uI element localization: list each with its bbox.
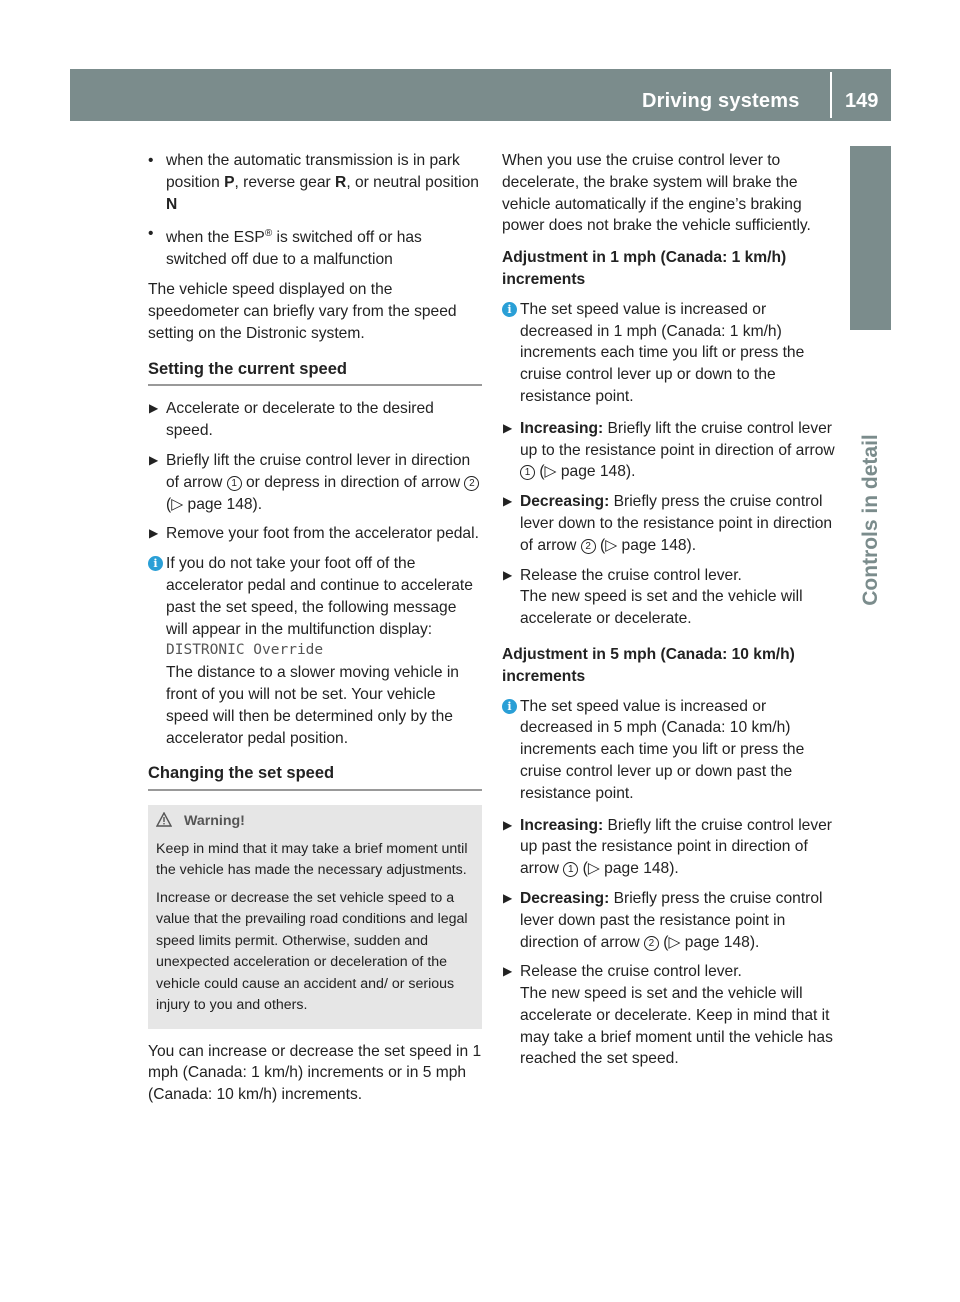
section-heading: Changing the set speed (148, 763, 482, 791)
warning-text: Keep in mind that it may take a brief moment until the vehicle has made the necessary adjustments. (156, 840, 468, 879)
header-divider (830, 72, 832, 118)
step-item: ▶ Decreasing: Briefly press the cruise control lever down to the resistance point in direction of arrow 2 (▷ page 148). (503, 493, 833, 554)
step-arrow-icon: ▶ (149, 526, 159, 541)
step-item: ▶ Remove your foot from the accelerator pedal. (148, 523, 482, 545)
step-item: ▶ Increasing: Briefly lift the cruise control lever up past the resistance point in direction of arrow 1 (▷ page 148). (503, 816, 832, 878)
step-arrow-icon: ▶ (149, 401, 159, 416)
info-icon: i (502, 699, 517, 714)
step-arrow-icon: ▶ (503, 817, 513, 832)
arrow-number-2: 2 (464, 476, 479, 491)
subheading: Adjustment in 1 mph (Canada: 1 km/h) increments (502, 249, 787, 288)
warning-box (148, 805, 482, 1029)
step-item: ▶ Accelerate or decelerate to the desired speed. (149, 400, 434, 440)
step-arrow-icon: ▶ (503, 494, 513, 509)
step-arrow-icon: ▶ (149, 452, 159, 467)
info-icon: i (148, 556, 163, 571)
step-arrow-icon: ▶ (503, 964, 513, 979)
step-item: ▶ Release the cruise control lever. The new speed is set and the vehicle will accelerate or decelerate. Keep in mind that it may take a brief moment until the vehicle has reached the set speed. (503, 963, 833, 1068)
warning-triangle-icon (156, 812, 172, 827)
left-column (148, 150, 482, 1116)
list-item: • when the automatic transmission is in park position P, reverse gear R, or neutral position N (148, 152, 479, 213)
warning-text: Increase or decrease the set vehicle speed to a value that the prevailing road conditions and legal speed limits permit. Otherwise, sudden and unexpected acceleration or deceleration of the vehicle could cause an accident and/ or serious injury to you and others. (156, 889, 468, 1014)
list-item: • when the ESP® is switched off or has switched off due to a malfunction (148, 225, 422, 269)
info-note: i If you do not take your foot off of the accelerator pedal and continue to accelerate past the set speed, the following message will appear in the multifunction display: DISTRONIC Override The distance to a slower moving vehicle in front of you will not be set. Your vehicle speed will then be determined only by the accelerator pedal position. (148, 553, 482, 749)
info-note: i The set speed value is increased or decreased in 5 mph (Canada: 10 km/h) increments each time you lift or press the cruise control lever up or down past the resistance point. (502, 696, 836, 805)
subheading: Adjustment in 5 mph (Canada: 10 km/h) increments (502, 645, 795, 685)
arrow-number-1: 1 (520, 465, 535, 480)
bullet-icon: • (148, 225, 154, 243)
info-icon: i (502, 302, 517, 317)
info-note: i The set speed value is increased or decreased in 1 mph (Canada: 1 km/h) increments each time you lift or press the cruise control lever up or down to the resistance point. (502, 299, 836, 408)
step-arrow-icon: ▶ (503, 890, 513, 905)
step-item: ▶ Increasing: Briefly lift the cruise control lever up to the resistance point in direction of arrow 1 (▷ page 148). (503, 419, 835, 481)
warning-title: Warning! (183, 813, 245, 830)
display-message: DISTRONIC Override (166, 642, 324, 659)
paragraph: When you use the cruise control lever to decelerate, the brake system will brake the vehicle automatically if the engine’s braking power does not brake the vehicle sufficiently. (502, 152, 811, 235)
arrow-number-2: 2 (644, 936, 659, 951)
step-arrow-icon: ▶ (503, 567, 513, 582)
bullet-icon: • (148, 152, 154, 169)
page-section-title: Driving systems (642, 90, 800, 112)
step-item: ▶ Decreasing: Briefly press the cruise control lever down past the resistance point in direction of arrow 2 (▷ page 148). (503, 889, 823, 951)
right-column (502, 150, 836, 1078)
chapter-label: Controls in detail (859, 434, 882, 606)
paragraph: The vehicle speed displayed on the speedometer can briefly vary from the speed setting on the Distronic system. (148, 281, 457, 342)
section-heading: Setting the current speed (148, 359, 482, 387)
step-item: ▶ Briefly lift the cruise control lever in direction of arrow 1 or depress in direction of arrow 2 (▷ page 148). (148, 450, 482, 515)
chapter-tab (850, 146, 891, 330)
step-item: ▶ Release the cruise control lever. The new speed is set and the vehicle will accelerate or decelerate. (503, 566, 803, 628)
arrow-number-1: 1 (227, 476, 242, 491)
step-arrow-icon: ▶ (503, 420, 513, 435)
arrow-number-1: 1 (563, 862, 578, 877)
paragraph: You can increase or decrease the set speed in 1 mph (Canada: 1 km/h) increments or in 5 mph (Canada: 10 km/h) increments. (148, 1042, 482, 1104)
arrow-number-2: 2 (581, 539, 596, 554)
page-number: 149 (845, 90, 879, 112)
